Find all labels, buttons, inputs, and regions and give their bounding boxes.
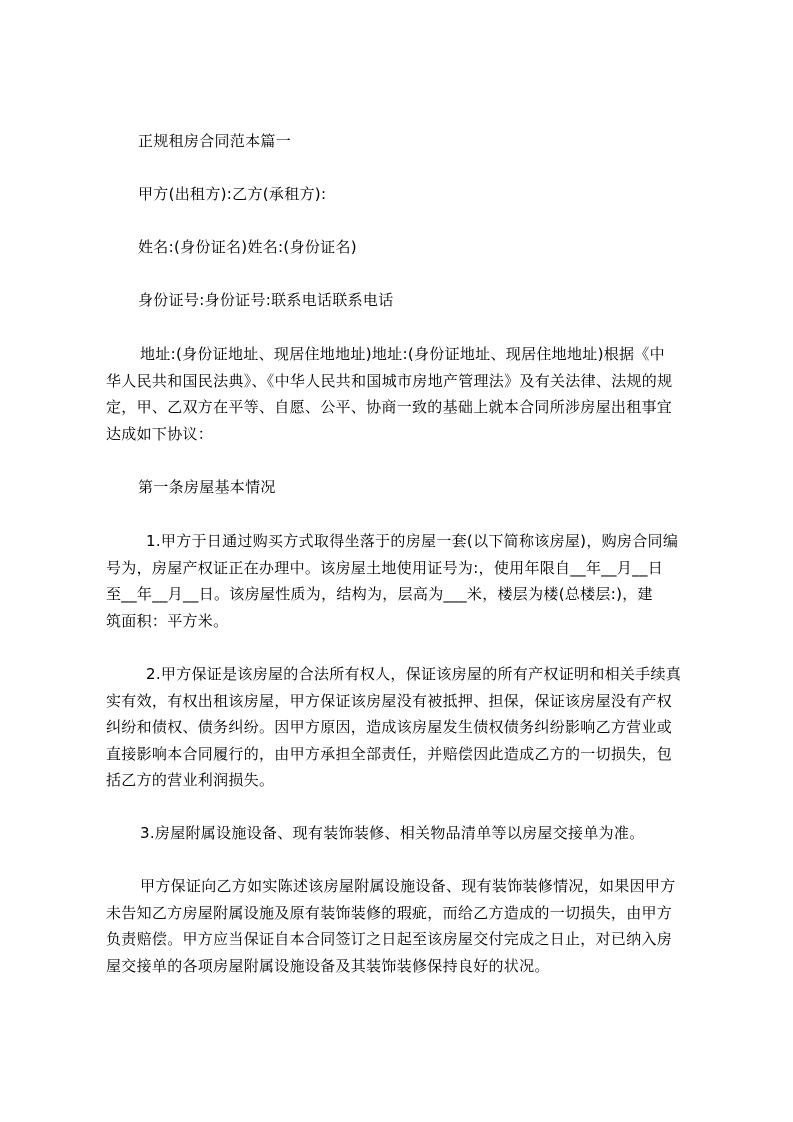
clause-1-line-4: 筑面积：平方米。 — [106, 611, 229, 630]
parties-line: 甲方(出租方):乙方(承租方): — [138, 185, 327, 203]
guarantee-line-1: 甲方保证向乙方如实陈述该房屋附属设施设备、现有装饰装修情况，如果因甲方 — [140, 877, 676, 895]
address-line-4: 达成如下协议： — [106, 424, 214, 443]
guarantee-line-2: 未告知乙方房屋附属设施及原有装饰装修的瑕疵，而给乙方造成的一切损失，由甲方 — [106, 903, 673, 922]
clause-2-line-3: 纠纷和债权、债务纠纷。因甲方原因，造成该房屋发生债权债务纠纷影响乙方营业或 — [106, 718, 673, 736]
document-title: 正规租房合同范本篇一 — [138, 132, 292, 150]
clause-2 — [106, 661, 716, 794]
clause-3: 3.房屋附属设施设备、现有装饰装修、相关物品清单等以房屋交接单为准。 — [140, 824, 645, 842]
address-paragraph — [106, 341, 716, 447]
guarantee-line-3: 负责赔偿。甲方应当保证自本合同签订之日起至该房屋交付完成之日止，对已纳入房 — [106, 930, 673, 948]
section-one-heading: 第一条房屋基本情况 — [138, 478, 276, 496]
clause-1 — [106, 528, 716, 634]
clause-1-line-3: 至__年__月__日。该房屋性质为，结构为，层高为___米，楼层为楼(总楼层:)，建 — [106, 585, 653, 603]
address-line-2: 华人民共和国民法典》、《中华人民共和国城市房地产管理法》及有关法律、法规的规 — [106, 371, 673, 390]
guarantee-line-4: 屋交接单的各项房屋附属设施设备及其装饰装修保持良好的状况。 — [106, 956, 550, 975]
clause-1-line-2: 号为，房屋产权证正在办理中。该房屋土地使用证号为:，使用年限自__年__月__日 — [106, 558, 664, 577]
clause-2-line-2: 实有效，有权出租该房屋，甲方保证该房屋没有被抵押、担保，保证该房屋没有产权 — [106, 691, 673, 710]
clause-2-line-4: 直接影响本合同履行的，由甲方承担全部责任，并赔偿因此造成乙方的一切损失，包 — [106, 744, 673, 763]
address-line-3: 定，甲、乙双方在平等、自愿、公平、协商一致的基础上就本合同所涉房屋出租事宜 — [106, 398, 673, 416]
address-line-1: 地址:(身份证地址、现居住地地址)地址:(身份证地址、现居住地地址)根据《中 — [140, 345, 665, 363]
names-line: 姓名:(身份证名)姓名:(身份证名) — [138, 238, 357, 256]
id-phone-line: 身份证号:身份证号:联系电话联系电话 — [138, 291, 394, 309]
clause-2-line-1: 2.甲方保证是该房屋的合法所有权人，保证该房屋的所有产权证明和相关手续真 — [146, 665, 682, 683]
clause-2-line-5: 括乙方的营业利润损失。 — [106, 771, 275, 789]
clause-1-line-1: 1.甲方于日通过购买方式取得坐落于的房屋一套(以下简称该房屋)，购房合同编 — [146, 532, 679, 550]
guarantee-paragraph — [106, 873, 716, 979]
